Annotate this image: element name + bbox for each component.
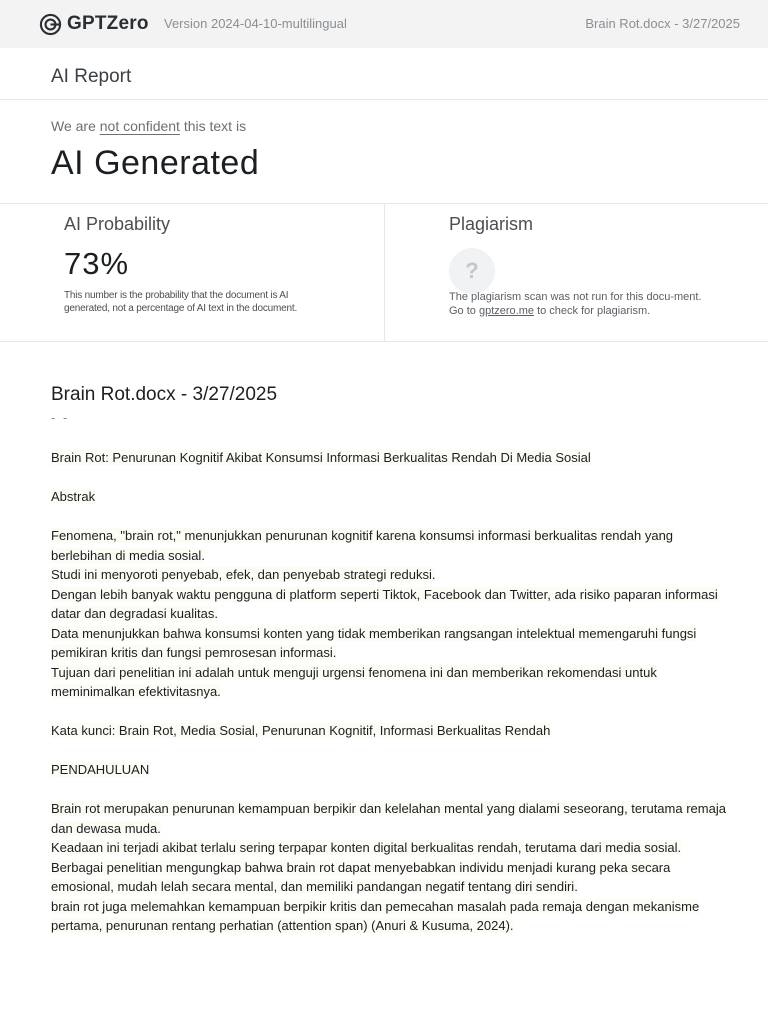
- document-title: Brain Rot.docx - 3/27/2025: [51, 384, 278, 405]
- document-paragraph: [51, 526, 731, 702]
- plagiarism-note-suffix: to check for plagiarism.: [537, 305, 651, 317]
- document-paragraph: [51, 487, 731, 507]
- document-paragraph: [51, 799, 731, 936]
- document-paragraph: [51, 721, 731, 741]
- document-sentence: Dengan lebih banyak waktu pengguna di platform seperti Tiktok, Facebook dan Twitter, ada risiko paparan informasi datar dan degradasi kualitas.: [51, 586, 718, 621]
- document-sentence: PENDAHULUAN: [51, 762, 150, 777]
- document-subtitle: - -: [51, 410, 70, 425]
- ai-probability-value: 73%: [64, 246, 130, 281]
- document-sentence: Berbagai penelitian mengungkap bahwa brain rot dapat menyebabkan individu menjadi kurang peka secara emosional, mudah lelah secara mental, dan memiliki pandangan negatif tentang diri sendiri.: [51, 859, 671, 894]
- column-divider: [384, 204, 385, 341]
- gptzero-link[interactable]: gptzero.me: [478, 305, 534, 317]
- verdict: AI Generated: [51, 144, 260, 182]
- document-sentence: Fenomena, "brain rot," menunjukkan penurunan kognitif karena konsumsi informasi berkualitas rendah yang berlebihan di media sosial.: [51, 528, 674, 563]
- plagiarism-note: [449, 290, 711, 318]
- document-sentence: brain rot juga melemahkan kemampuan berpikir kritis dan pemecahan masalah pada remaja dengan mekanisme pertama, penurunan rentang perhatian (attention span) (Anuri & Kusuma, 2024).: [51, 898, 700, 933]
- gptzero-logo-icon: [39, 13, 62, 36]
- confidence-prefix: We are: [51, 118, 96, 134]
- document-sentence: Tujuan dari penelitian ini adalah untuk menguji urgensi fenomena ini dan memberikan rekomendasi untuk meminimalkan efektivitasnya.: [51, 664, 657, 699]
- divider: [0, 99, 768, 100]
- gptzero-logo[interactable]: [39, 12, 149, 36]
- document-sentence: Abstrak: [51, 489, 96, 504]
- confidence-level[interactable]: not confident: [99, 118, 180, 134]
- question-icon: ?: [449, 248, 495, 294]
- document-meta: Brain Rot.docx - 3/27/2025: [585, 16, 740, 31]
- document-sentence: Brain rot merupakan penurunan kemampuan berpikir dan kelelahan mental yang dialami seseorang, terutama remaja dan dewasa muda.: [51, 801, 726, 836]
- document-sentence: Kata kunci: Brain Rot, Media Sosial, Penurunan Kognitif, Informasi Berkualitas Rendah: [51, 723, 551, 738]
- brand-name: GPTZero: [67, 13, 149, 34]
- plagiarism-title: Plagiarism: [449, 214, 534, 234]
- ai-probability-note: This number is the probability that the document is AI generated, not a percentage of AI text in the document.: [64, 290, 298, 314]
- ai-probability-title: AI Probability: [64, 214, 171, 234]
- document-sentence: Data menunjukkan bahwa konsumsi konten yang tidak memberikan rangsangan intelektual memengaruhi fungsi pemikiran kritis dan fungsi pemrosesan informasi.: [51, 625, 697, 660]
- document-paragraph: [51, 448, 731, 468]
- divider: [0, 341, 768, 342]
- confidence-suffix: this text is: [183, 118, 247, 134]
- document-sentence: Keadaan ini terjadi akibat terlalu sering terpapar konten digital berkualitas rendah, terutama dari media sosial.: [51, 840, 682, 855]
- top-bar: [0, 0, 768, 48]
- plagiarism-note-text: The plagiarism scan was not run for this docu-ment. Go to: [449, 291, 702, 317]
- document-body: [51, 448, 731, 955]
- report-title: AI Report: [51, 66, 132, 87]
- document-sentence: Studi ini menyoroti penyebab, efek, dan penyebab strategi reduksi.: [51, 567, 436, 582]
- document-paragraph: [51, 760, 731, 780]
- version-label: Version 2024-04-10-multilingual: [164, 16, 347, 31]
- document-sentence: Brain Rot: Penurunan Kognitif Akibat Konsumsi Informasi Berkualitas Rendah Di Media Sosial: [51, 450, 591, 465]
- confidence-statement: [51, 118, 246, 134]
